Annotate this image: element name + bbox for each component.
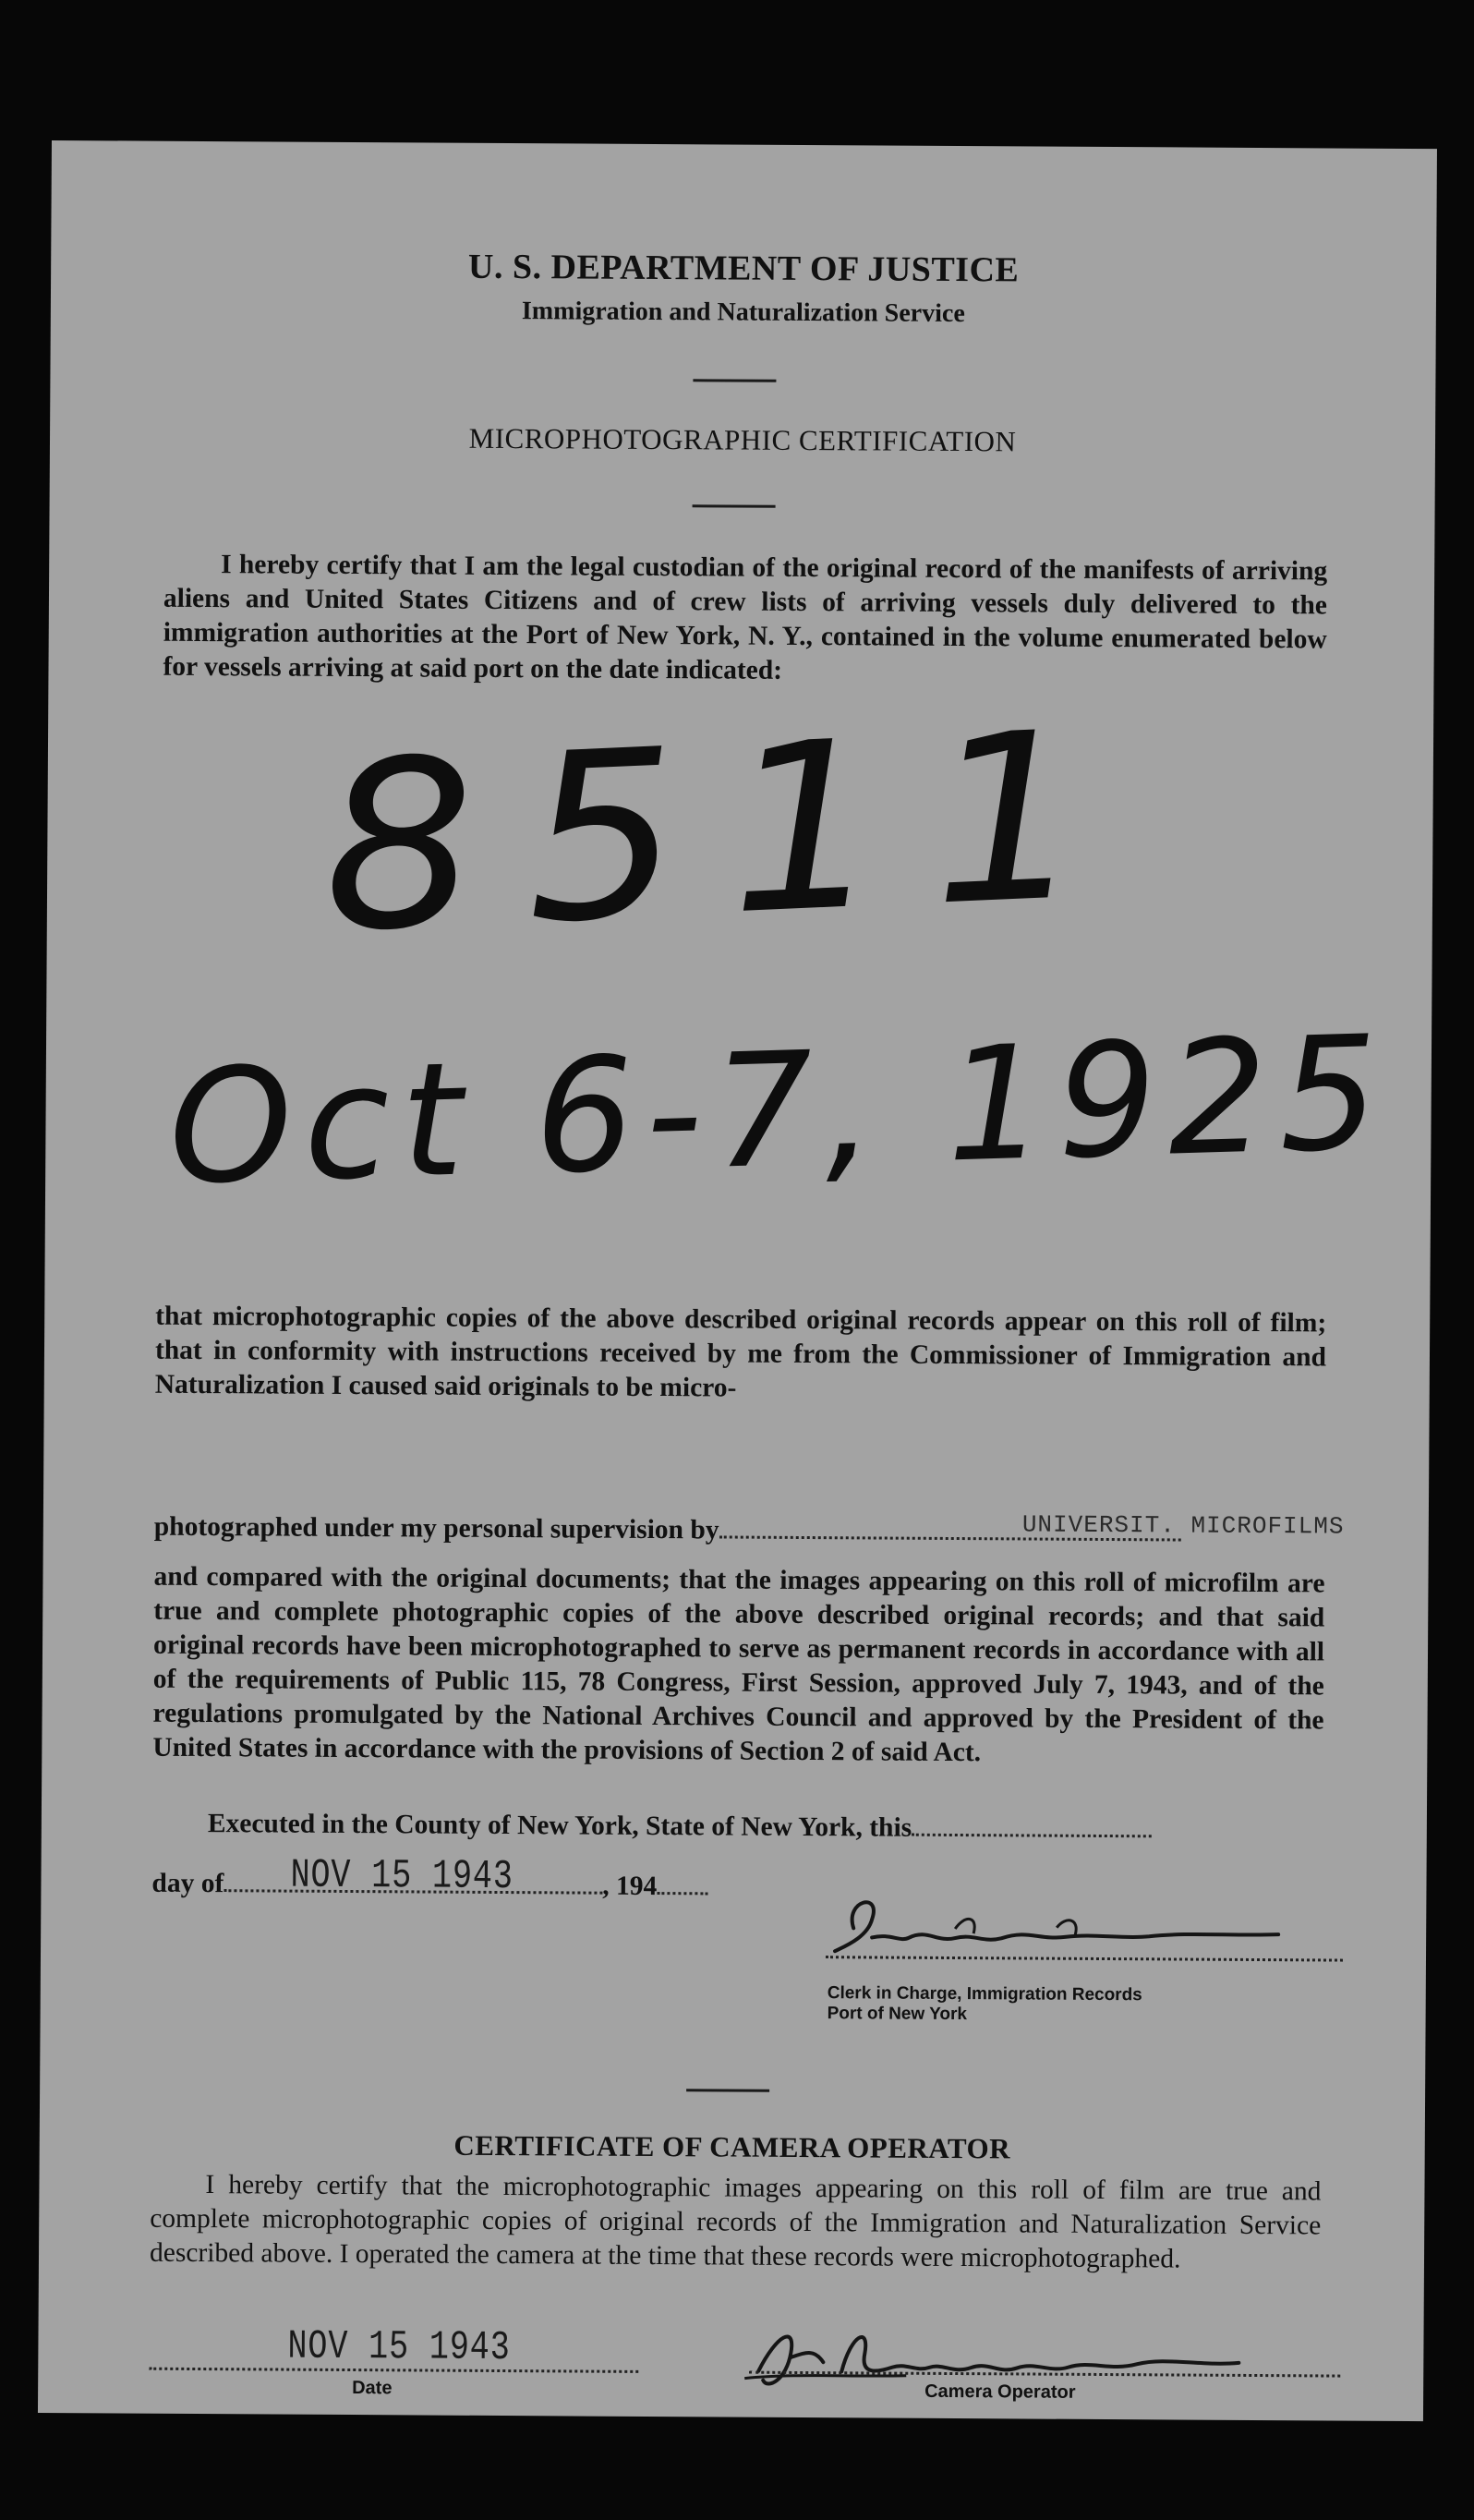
day-of-line: day of , 194 xyxy=(151,1869,707,1903)
certificate-page xyxy=(38,140,1437,2421)
handwritten-arrival-date: Oct 6-7, 1925 xyxy=(166,1001,1393,1220)
certificate-title: MICROPHOTOGRAPHIC CERTIFICATION xyxy=(468,421,1017,458)
day-of-label: day of xyxy=(151,1868,224,1899)
divider xyxy=(693,379,776,382)
department-title: U. S. DEPARTMENT OF JUSTICE xyxy=(467,247,1020,290)
camera-operator-label: Camera Operator xyxy=(924,2381,1076,2403)
clerk-title-line1: Clerk in Charge, Immigration Records xyxy=(827,1983,1142,2005)
clerk-title-line2: Port of New York xyxy=(827,2004,968,2025)
body-paragraph-part2: and compared with the original documents; that the images appearing on this roll of microfilm are true and complete photographic copies of the above described original records; and that said original records have been microphotographed to serve as permanent records in accordance with all of the requirements of Public 115, 78 Congress, First Session, approved July 7, 1943, and of the regulations promulgated by the National Archives Council and approved by the President of the United States in accordance with the provisions of Section 2 of said Act. xyxy=(152,1561,1325,1768)
divider xyxy=(686,2089,769,2092)
body-paragraph-part1: that microphotographic copies of the above described original records appear on this roll of film; that in conformity with instructions received by me from the Commissioner of Immigration and Naturalization I caused said originals to be micro- xyxy=(154,1301,1327,1403)
operator-stamped-date: NOV 15 1943 xyxy=(287,2323,511,2372)
stamped-date: NOV 15 1943 xyxy=(290,1852,513,1901)
divider xyxy=(693,504,776,508)
clerk-title xyxy=(828,1983,1142,2026)
photographer-stamp: UNIVERSIT. MICROFILMS xyxy=(1021,1510,1345,1541)
date-label: Date xyxy=(352,2378,393,2399)
intro-paragraph: I hereby certify that I am the legal custodian of the original record of the manifests of arriving aliens and United States Citizens and of crew lists of arriving vessels duly delivered to the immigration authorities at the Port of New York, N. Y., contained in the volume enumerated below for vessels arriving at said port on the date indicated: xyxy=(163,550,1328,685)
date-dotted-line xyxy=(149,2368,638,2373)
year-prefix: 194 xyxy=(615,1871,658,1902)
photographed-by-line xyxy=(153,1510,1345,1552)
executed-dotted-line xyxy=(912,1813,1152,1838)
camera-operator-title: CERTIFICATE OF CAMERA OPERATOR xyxy=(453,2128,1011,2165)
photographed-by-label: photographed under my personal supervision by xyxy=(153,1511,719,1545)
handwritten-volume-number: 8511 xyxy=(316,679,1140,984)
year-dotted-line xyxy=(657,1872,707,1895)
camera-operator-paragraph: I hereby certify that the microphotographic images appearing on this roll of film are true and complete microphotographic copies of original records of the Immigration and Naturalization Service described above. I operated the camera at the time that these records were microphotographed. xyxy=(149,2170,1322,2274)
service-subtitle: Immigration and Naturalization Service xyxy=(521,297,965,329)
executed-line xyxy=(208,1809,1153,1845)
executed-text: Executed in the County of New York, State of New York, this xyxy=(207,1809,912,1843)
